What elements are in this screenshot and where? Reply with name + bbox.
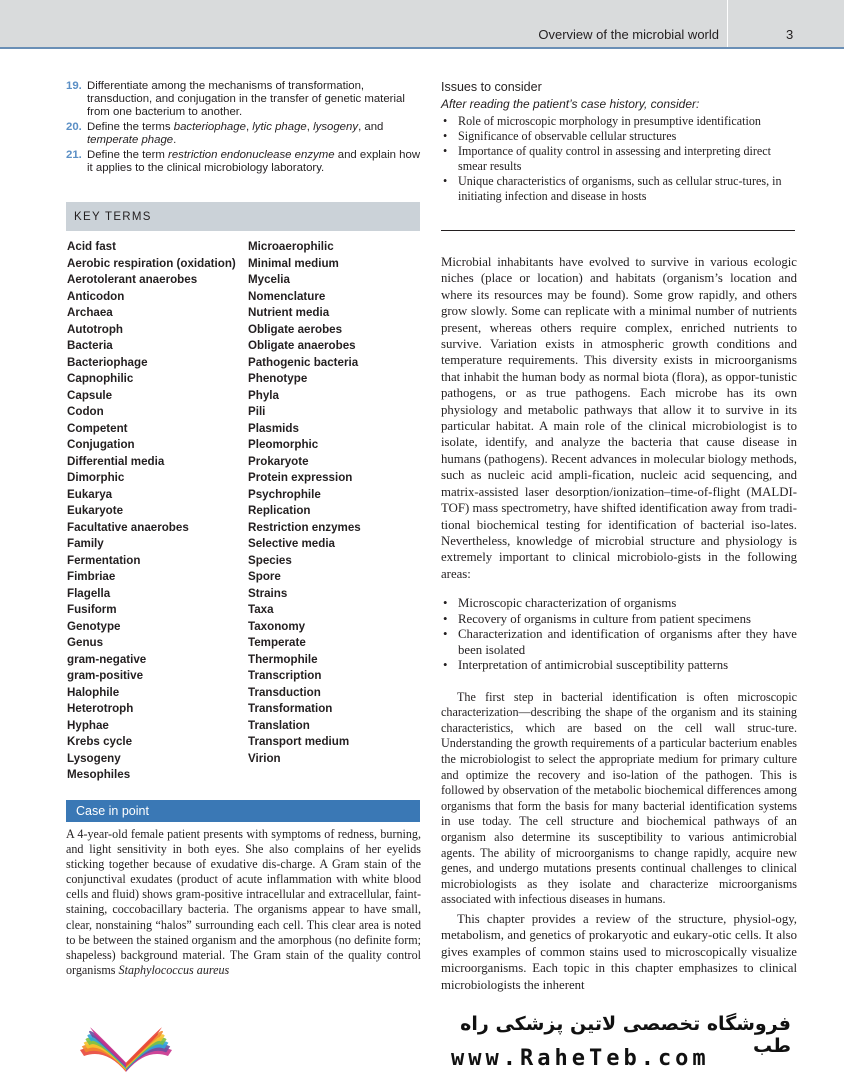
key-term: Flagella [67,586,111,600]
promo-url: www.RaheTeb.com [451,1046,710,1071]
key-term: Differential media [67,454,165,468]
key-term: Bacteriophage [67,355,148,369]
key-term: Mycelia [248,273,290,286]
issues-to-consider [441,80,797,204]
key-term: Genotype [67,619,121,633]
list-item: • Characterization and identification of organisms after they have been isolated [441,627,797,658]
case-text: A 4-year-old female patient presents with symptoms of redness, burning, and light sensitivity in both eyes. She also complains of her eyelids sticking together because of exudative dis-charge. A Gram stain of the conjunctival exudates (product of acute inflammation with white blood cells and fluid) shows gram-positive intracellular and extracellular, faint-staining, coccobacillary bacteria. The organisms appear to have small, clear, nonstaining “halos” surrounding each cell. This clear area is noted to be between the stained organism and the amorphous (no definite form; shapeless) background material. The Gram stain of the quality control organisms Staphylococcus aureus [66,827,421,977]
key-term: Virion [248,751,281,765]
list-item: • Microscopic characterization of organisms [441,596,797,612]
key-term: Translation [248,718,310,732]
objective-item [66,121,422,147]
body-bullet-list [441,596,797,674]
book-logo-icon [76,1010,176,1076]
key-term: Pathogenic bacteria [248,355,359,369]
key-term: Krebs cycle [67,735,133,748]
key-term: Heterotroph [67,702,134,715]
learning-objectives [66,80,422,177]
key-term: Species [248,553,292,567]
key-term: Thermophile [248,652,318,666]
key-term: Capsule [67,388,113,402]
key-term: gram-positive [67,669,144,682]
key-term: Transduction [248,685,321,699]
objective-item [66,80,422,119]
key-term: Codon [67,405,104,418]
key-term: Protein expression [248,471,353,484]
key-term: Eukarya [67,487,113,501]
key-term: Halophile [67,685,120,699]
key-term: Eukaryote [67,504,124,517]
key-term: Replication [248,504,311,517]
objective-item [66,149,422,175]
paragraph: The first step in bacterial identification is often microscopic characterization—describing the shape of the organism and its staining characteristics, which are based on the cell wall struc-ture. Understanding the growth requirements of a particular bacterium enables the microbiologist to select the appropriate medium for primary culture and optimize the recovery and iso-lation of the pathogen. This is followed by observation of the metabolic biochemical differences among organisms that form the basis for many bacterial identification systems in use today. The cell structure and biochemical pathways of an organism also determine its susceptibility to various antimicrobial agents. The ability of microorganisms to change rapidly, acquire new genes, and undergo mutations presents continual challenges to clinical microbiologists as they isolate and characterize microorganisms associated with infectious diseases in humans. [441,689,797,907]
key-term: Conjugation [67,438,135,451]
key-term: Nutrient media [248,306,330,319]
key-terms-column-2 [248,239,361,767]
key-term: Taxonomy [248,619,306,633]
objective-text: Define the terms bacteriophage, lytic phage, lysogeny, and temperate phage. [87,121,384,146]
page-number: 3 [786,27,794,42]
list-item: • Importance of quality control in assessing and interpreting direct smear results [441,144,797,174]
key-term: Phenotype [248,372,308,385]
key-term: Pili [248,405,266,418]
key-term: Plasmids [248,421,299,435]
key-term: Fusiform [67,603,117,616]
key-term: Capnophilic [67,372,134,385]
key-term: Lysogeny [67,751,121,765]
key-term: Autotroph [67,322,124,336]
key-term: Microaerophilic [248,240,334,253]
paragraph: Microbial inhabitants have evolved to survive in various ecologic niches (place or location) and habitats (organism’s location and where its resources may be found). Some grow rapidly, and others grow slowly. Some can replicate with a minimal number of nutrients present, whereas others require complex, enriched nutrients to survive. Variation exists in atmospheric growth conditions and temperature requirements. This diversity exists in microorganisms that inhabit the human body as normal biota (flora), as oppor-tunistic pathogens, or as true pathogens. Each microbe has its own physiology and metabolic pathways that allow it to survive in its particular habitat. A main role of the clinical microbiologist is to isolate, identify, and analyze the bacteria that cause disease in humans (pathogens). Recent advances in molecular biology methods, such as nucleic acid ampli-fication, nucleic acid sequencing, and matrix-assisted laser desorption/ionization–time-of-flight (MALDI-TOF) mass spectrometry, have shifted identification away from tradi-tional biochemical testing for identification of bacterial iso-lates. Nevertheless, knowledge of microbial structure and physiology is extremely important to clinical microbiolo-gists in the following areas: [441,255,797,581]
key-term: Selective media [248,537,336,550]
key-term: Nomenclature [248,289,326,303]
key-term: Psychrophile [248,487,321,501]
key-term: Temperate [248,636,306,649]
key-term: Transport medium [248,735,350,748]
key-term: Anticodon [67,289,125,303]
promo-text: فروشگاه تخصصی لاتین پزشکی راه طب [460,1013,791,1057]
key-term: Transcription [248,669,322,682]
key-term: Hyphae [67,718,109,732]
key-terms-column-1 [67,239,236,784]
key-term: Prokaryote [248,454,309,468]
list-item: • Role of microscopic morphology in presumptive identification [441,114,797,129]
running-title: Overview of the microbial world [538,27,719,42]
objective-text: Differentiate among the mechanisms of transformation, transduction, and conjugation in the transfer of genetic material from one bacterium to another. [87,80,405,118]
list-item: • Unique characteristics of organisms, such as cellular struc-tures, in initiating infection and disease in hosts [441,174,797,204]
header-divider [727,0,728,47]
key-term: Restriction enzymes [248,520,361,534]
key-term: Strains [248,586,288,600]
issues-divider [441,230,795,231]
key-term: Dimorphic [67,471,125,484]
key-term: Taxa [248,603,274,616]
key-term: Facultative anaerobes [67,520,189,534]
key-term: Spore [248,570,281,583]
list-item: • Significance of observable cellular structures [441,129,797,144]
key-term: Fimbriae [67,570,116,583]
list-item: • Recovery of organisms in culture from patient specimens [441,612,797,628]
objective-number: 21. [66,149,82,161]
key-term: gram-negative [67,652,147,666]
key-term: Phyla [248,388,279,402]
key-term: Bacteria [67,339,113,352]
key-term: Aerobic respiration (oxidation) [67,256,236,270]
list-item: • Interpretation of antimicrobial susceptibility patterns [441,658,797,674]
paragraph: This chapter provides a review of the structure, physiol-ogy, metabolism, and genetics of prokaryotic and eukary-otic cells. It also gives examples of common stains used to microscopically visualize microorganisms. Each topic in this chapter emphasizes to clinical microbiologists the inherent [441,911,797,992]
objective-text: Define the term restriction endonuclease enzyme and explain how it applies to the clinical microbiology laboratory. [87,149,421,174]
main-body-text [441,254,797,993]
key-term: Fermentation [67,553,141,567]
key-term: Mesophiles [67,768,131,781]
key-term: Minimal medium [248,256,339,270]
key-term: Family [67,537,104,550]
issues-heading: Issues to consider [441,80,542,94]
key-term: Transformation [248,702,333,715]
key-term: Obligate anaerobes [248,339,356,352]
objective-number: 20. [66,121,82,133]
case-in-point-header [66,800,420,822]
key-term: Acid fast [67,240,116,253]
issues-list [441,114,797,204]
case-in-point-heading: Case in point [76,804,149,818]
key-term: Genus [67,636,104,649]
key-term: Archaea [67,306,113,319]
key-terms-header [66,202,420,231]
objective-number: 19. [66,80,82,92]
key-term: Obligate aerobes [248,322,343,336]
header-rule [0,47,844,49]
key-term: Pleomorphic [248,438,319,451]
key-terms-heading: KEY TERMS [74,211,152,223]
issues-subheading: After reading the patient’s case history, consider: [441,97,700,111]
key-term: Aerotolerant anaerobes [67,273,198,286]
key-term: Competent [67,421,128,435]
